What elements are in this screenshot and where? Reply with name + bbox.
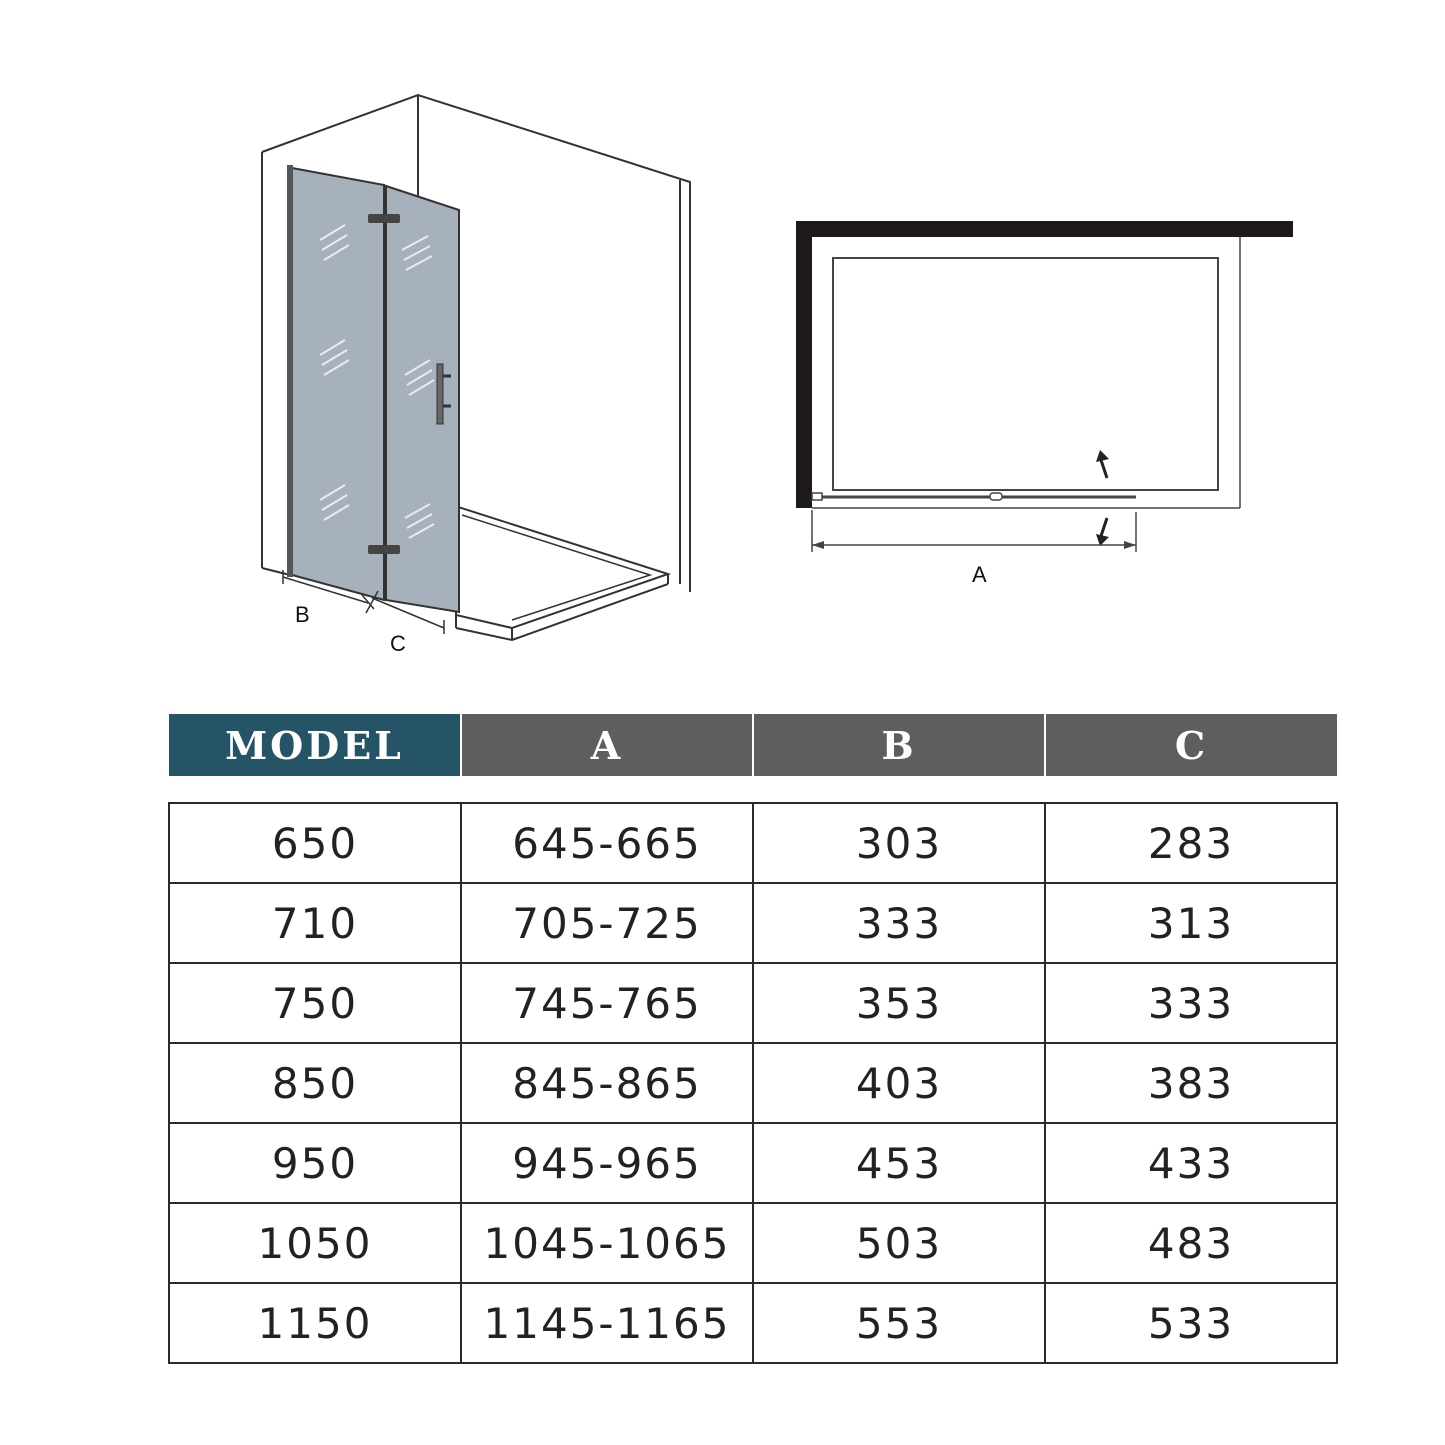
cell-b: 353 xyxy=(753,963,1045,1043)
plan-tray xyxy=(833,258,1218,490)
cell-model: 1150 xyxy=(169,1283,461,1363)
wall-profile xyxy=(287,165,293,577)
cell-a: 705-725 xyxy=(461,883,753,963)
cell-c: 383 xyxy=(1045,1043,1337,1123)
shower-diagram xyxy=(0,0,1445,700)
shower-tray xyxy=(455,506,668,628)
cell-a: 845-865 xyxy=(461,1043,753,1123)
dimension-label-a: A xyxy=(972,562,987,587)
table-row xyxy=(169,1203,1337,1283)
cell-model: 850 xyxy=(169,1043,461,1123)
cell-model: 650 xyxy=(169,803,461,883)
hinge-bottom-icon xyxy=(368,545,400,554)
cell-c: 313 xyxy=(1045,883,1337,963)
table-row xyxy=(169,803,1337,883)
door-handle-icon xyxy=(437,364,443,424)
fixed-glass-panel xyxy=(292,168,384,600)
cell-c: 533 xyxy=(1045,1283,1337,1363)
header-b: B xyxy=(753,714,1045,776)
cell-model: 750 xyxy=(169,963,461,1043)
cell-b: 403 xyxy=(753,1043,1045,1123)
cell-b: 333 xyxy=(753,883,1045,963)
table-row xyxy=(169,1123,1337,1203)
cell-b: 453 xyxy=(753,1123,1045,1203)
header-c: C xyxy=(1045,714,1337,776)
table-row xyxy=(169,1043,1337,1123)
table-row xyxy=(169,883,1337,963)
plan-left-wall xyxy=(796,221,812,508)
cell-b: 303 xyxy=(753,803,1045,883)
header-a: A xyxy=(461,714,753,776)
glass-panels xyxy=(287,165,459,612)
plan-top-wall xyxy=(796,221,1293,237)
cell-a: 645-665 xyxy=(461,803,753,883)
cell-a: 745-765 xyxy=(461,963,753,1043)
cell-model: 950 xyxy=(169,1123,461,1203)
cell-model: 710 xyxy=(169,883,461,963)
cell-a: 1045-1065 xyxy=(461,1203,753,1283)
cell-c: 283 xyxy=(1045,803,1337,883)
table-row xyxy=(169,1283,1337,1363)
cell-a: 1145-1165 xyxy=(461,1283,753,1363)
table-row xyxy=(169,963,1337,1043)
cell-c: 333 xyxy=(1045,963,1337,1043)
cell-a: 945-965 xyxy=(461,1123,753,1203)
header-model: MODEL xyxy=(169,714,461,776)
dimension-table xyxy=(168,714,1338,1364)
hinge-top-icon xyxy=(368,214,400,223)
table-header-row xyxy=(169,714,1337,776)
swing-arrow-in-icon xyxy=(1096,450,1109,478)
plan-view xyxy=(796,221,1293,552)
cell-model: 1050 xyxy=(169,1203,461,1283)
cell-c: 433 xyxy=(1045,1123,1337,1203)
cell-b: 553 xyxy=(753,1283,1045,1363)
cell-c: 483 xyxy=(1045,1203,1337,1283)
swing-arrow-out-icon xyxy=(1096,518,1109,546)
dimension-label-b: B xyxy=(295,602,310,627)
cell-b: 503 xyxy=(753,1203,1045,1283)
dimension-label-c: C xyxy=(390,631,406,656)
